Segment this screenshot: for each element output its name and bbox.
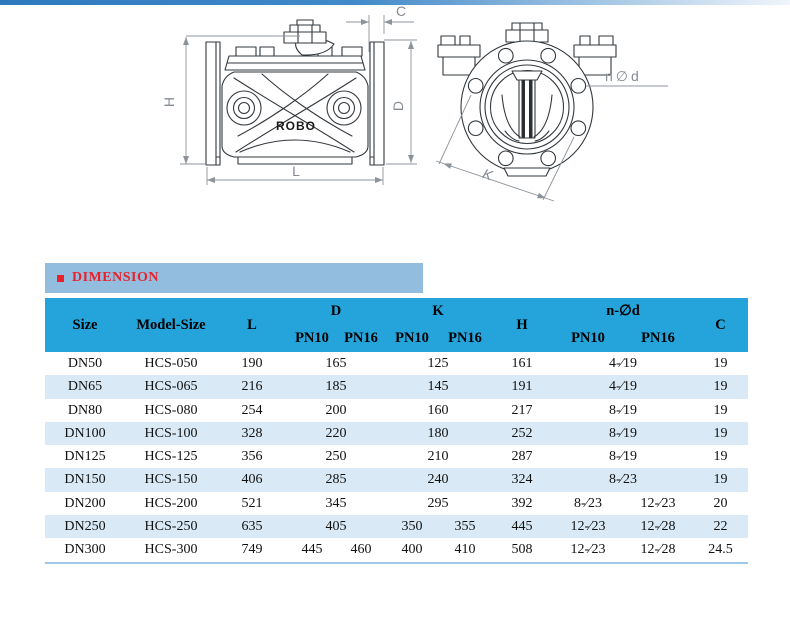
table-cell: 180 (385, 422, 491, 445)
col-header-l: L (217, 298, 287, 352)
drawing-area (0, 0, 790, 230)
table-cell: DN125 (45, 445, 125, 468)
table-row (45, 492, 748, 515)
col-header-nod-pn16: PN16 (623, 325, 693, 352)
table-cell: 8-∕23 (553, 492, 623, 515)
table-cell: 12-∕23 (553, 515, 623, 538)
table-cell: HCS-250 (125, 515, 217, 538)
table-row (45, 422, 748, 445)
table-cell: 19 (693, 375, 748, 398)
table-cell: 445 (491, 515, 553, 538)
table-cell: 185 (287, 375, 385, 398)
table-cell: DN200 (45, 492, 125, 515)
table-row (45, 515, 748, 538)
col-header-k: K (385, 298, 491, 325)
table-cell: HCS-200 (125, 492, 217, 515)
table-cell: 355 (439, 515, 491, 538)
table-cell: 285 (287, 468, 385, 491)
table-cell: 19 (693, 352, 748, 375)
table-cell: 190 (217, 352, 287, 375)
table-cell: 635 (217, 515, 287, 538)
table-cell: 254 (217, 399, 287, 422)
table-body (45, 352, 748, 563)
table-row (45, 445, 748, 468)
table-cell: 145 (385, 375, 491, 398)
table-cell: 161 (491, 352, 553, 375)
table-cell: HCS-100 (125, 422, 217, 445)
col-header-d-pn16: PN16 (337, 325, 385, 352)
col-header-d: D (287, 298, 385, 325)
dim-label-d: D (390, 100, 406, 112)
table-cell: 8-∕19 (553, 422, 693, 445)
table-cell: 460 (337, 538, 385, 562)
table-cell: 345 (287, 492, 385, 515)
brand-label: ROBO (276, 119, 316, 133)
table-cell: 400 (385, 538, 439, 562)
table-cell: 4-∕19 (553, 375, 693, 398)
dimension-table (45, 298, 748, 564)
col-header-d-pn10: PN10 (287, 325, 337, 352)
table-cell: 8-∕23 (553, 468, 693, 491)
table-cell: DN80 (45, 399, 125, 422)
col-header-nod: n-∅d (553, 298, 693, 325)
table-cell: 328 (217, 422, 287, 445)
table-head (45, 298, 748, 352)
table-cell: 356 (217, 445, 287, 468)
dim-label-nod: n∅d (605, 68, 642, 84)
table-row (45, 352, 748, 375)
table-cell: HCS-150 (125, 468, 217, 491)
table-cell: DN65 (45, 375, 125, 398)
section-header (45, 263, 423, 293)
bullet-icon (57, 275, 64, 282)
dim-label-k: K (480, 165, 495, 184)
dim-label-l: L (292, 163, 300, 179)
flange-view-body (438, 23, 616, 176)
table-cell: 287 (491, 445, 553, 468)
table-cell: 405 (287, 515, 385, 538)
table-cell: 165 (287, 352, 385, 375)
table-cell: 8-∕19 (553, 445, 693, 468)
table-cell: DN300 (45, 538, 125, 562)
table-cell: 350 (385, 515, 439, 538)
table-cell: DN100 (45, 422, 125, 445)
flange-view-drawing (430, 15, 680, 215)
table-cell: HCS-065 (125, 375, 217, 398)
table-row (45, 399, 748, 422)
table-cell: 12-∕28 (623, 538, 693, 562)
table-row (45, 468, 748, 491)
table-cell: 210 (385, 445, 491, 468)
table-cell: 19 (693, 468, 748, 491)
table-cell: HCS-125 (125, 445, 217, 468)
table-cell: 749 (217, 538, 287, 562)
dim-label-h: H (161, 96, 177, 108)
table-cell: 12-∕28 (623, 515, 693, 538)
col-header-size: Size (45, 298, 125, 352)
table-cell: 12-∕23 (553, 538, 623, 562)
front-view-body (206, 20, 384, 165)
table-cell: 217 (491, 399, 553, 422)
table-cell: 252 (491, 422, 553, 445)
table-cell: 324 (491, 468, 553, 491)
front-view-drawing (140, 5, 440, 217)
table-cell: 295 (385, 492, 491, 515)
table-cell: DN50 (45, 352, 125, 375)
table-cell: 19 (693, 399, 748, 422)
table-cell: HCS-300 (125, 538, 217, 562)
col-header-model-size: Model-Size (125, 298, 217, 352)
col-header-k-pn16: PN16 (439, 325, 491, 352)
table-cell: 20 (693, 492, 748, 515)
table-cell: 392 (491, 492, 553, 515)
table-cell: 250 (287, 445, 385, 468)
table-cell: 12-∕23 (623, 492, 693, 515)
table-cell: 521 (217, 492, 287, 515)
table-cell: 19 (693, 445, 748, 468)
table-cell: 216 (217, 375, 287, 398)
table-cell: 410 (439, 538, 491, 562)
table-row (45, 375, 748, 398)
table-cell: 445 (287, 538, 337, 562)
table-cell: 125 (385, 352, 491, 375)
table-cell: 160 (385, 399, 491, 422)
table-cell: 200 (287, 399, 385, 422)
table-cell: 240 (385, 468, 491, 491)
table-row (45, 538, 748, 562)
dim-label-c: C (395, 5, 407, 19)
table-cell: 22 (693, 515, 748, 538)
col-header-nod-pn10: PN10 (553, 325, 623, 352)
table-cell: 4-∕19 (553, 352, 693, 375)
section-title: DIMENSION (72, 270, 159, 285)
table-cell: 24.5 (693, 538, 748, 562)
table-cell: HCS-050 (125, 352, 217, 375)
table-cell: 191 (491, 375, 553, 398)
table-cell: 220 (287, 422, 385, 445)
col-header-k-pn10: PN10 (385, 325, 439, 352)
table-cell: HCS-080 (125, 399, 217, 422)
col-header-c: C (693, 298, 748, 352)
table-cell: 8-∕19 (553, 399, 693, 422)
table-cell: DN150 (45, 468, 125, 491)
table-cell: 406 (217, 468, 287, 491)
table-cell: DN250 (45, 515, 125, 538)
table-cell: 19 (693, 422, 748, 445)
col-header-h: H (491, 298, 553, 352)
table-cell: 508 (491, 538, 553, 562)
